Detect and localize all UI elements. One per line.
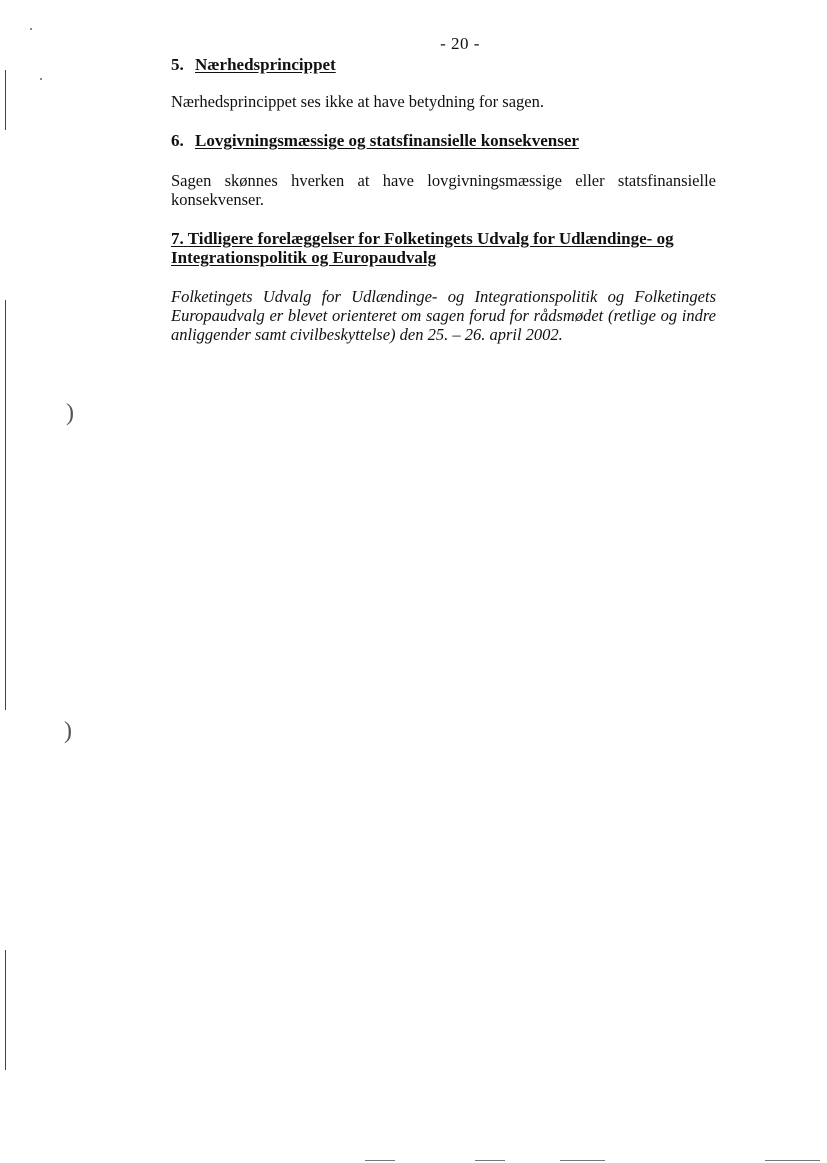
section-body-5: Nærhedsprincippet ses ikke at have betydning for sagen. <box>171 92 544 111</box>
section-title: Lovgivningsmæssige og statsfinansielle konsekvenser <box>195 131 579 150</box>
section-heading-5 <box>171 55 716 74</box>
section-title: Tidligere forelæggelser for Folketingets Udvalg for Udlændinge- og Integrationspolitik og Europaudvalg <box>171 229 674 267</box>
scan-bottom-line <box>765 1160 820 1161</box>
scan-speck <box>30 28 32 30</box>
section-number: 7. <box>171 229 184 248</box>
scan-speck <box>40 78 42 80</box>
section-number: 5. <box>171 55 184 74</box>
punch-hole-mark: ) <box>66 400 74 426</box>
section-number: 6. <box>171 131 184 150</box>
section-body-7: Folketingets Udvalg for Udlændinge- og Integrationspolitik og Folketingets Europaudvalg er blevet orienteret om sagen forud for rådsmødet (retlige og indre anliggender samt civilbeskyttelse) den 25. – 26. april 2002. <box>171 287 716 344</box>
scan-bottom-line <box>560 1160 605 1161</box>
scan-bottom-line <box>365 1160 395 1161</box>
section-heading-7 <box>171 229 716 267</box>
section-heading-6 <box>171 131 716 150</box>
page-number: - 20 - <box>440 34 480 53</box>
punch-hole-mark: ) <box>64 718 72 744</box>
scan-edge-line <box>5 70 6 130</box>
scan-edge-line <box>5 950 6 1070</box>
section-body-6: Sagen skønnes hverken at have lovgivningsmæssige eller statsfinansielle konsekvenser. <box>171 171 716 209</box>
scan-edge-line <box>5 300 6 710</box>
section-title: Nærhedsprincippet <box>195 55 336 74</box>
scan-bottom-line <box>475 1160 505 1161</box>
